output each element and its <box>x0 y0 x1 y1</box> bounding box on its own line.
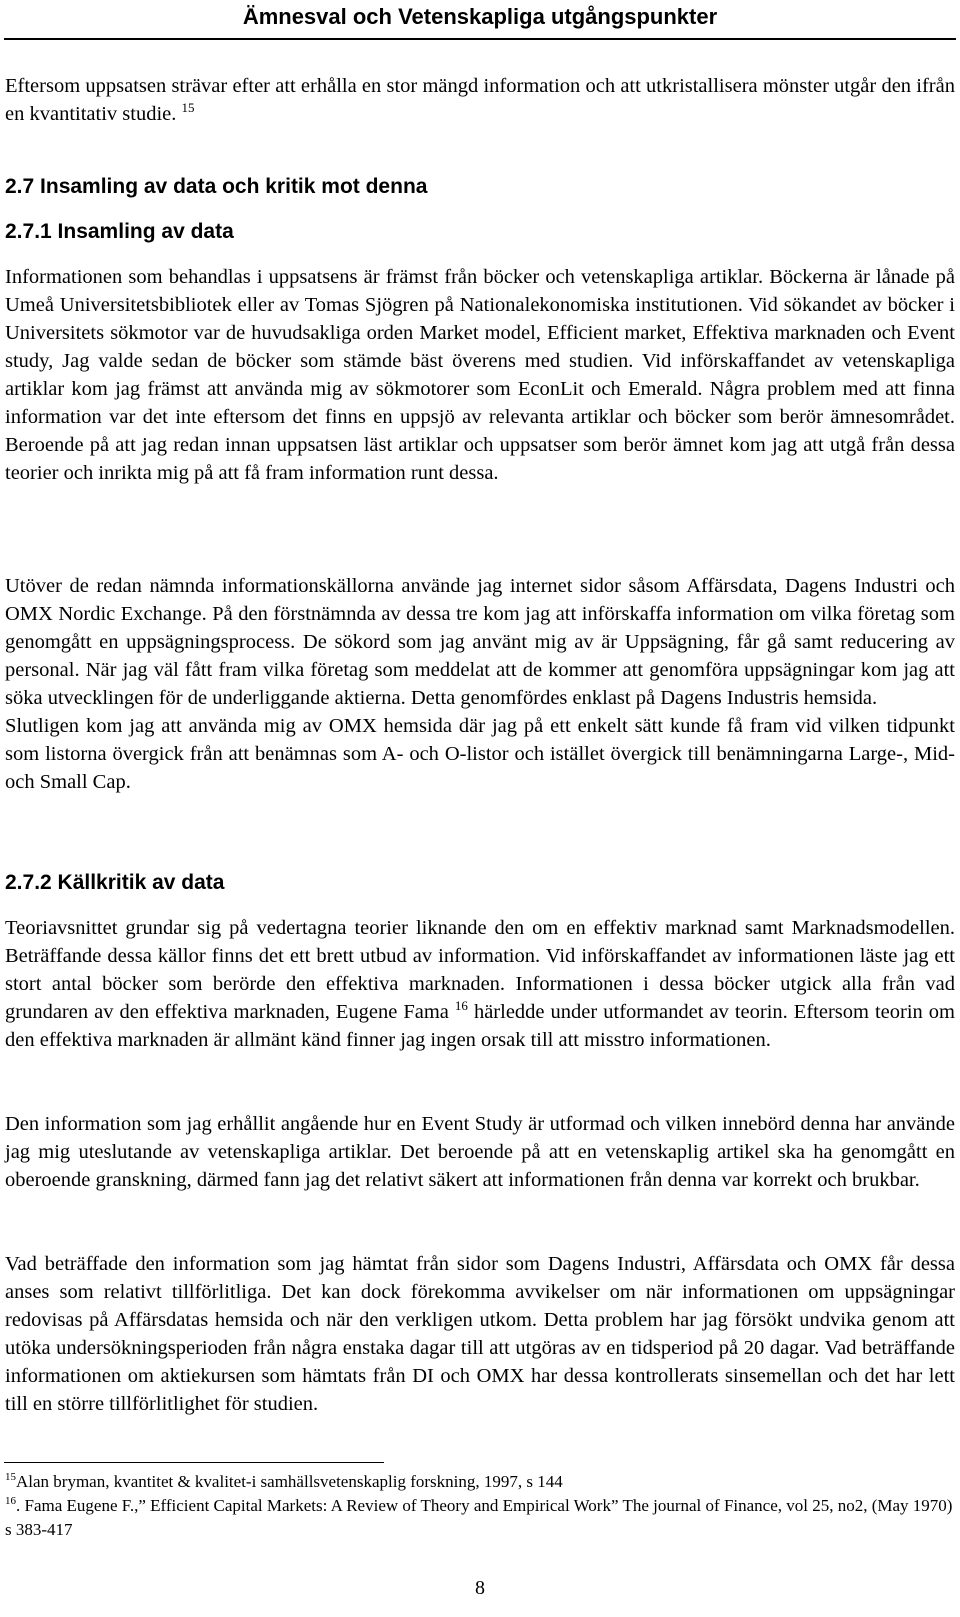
section-heading-2-7-1: 2.7.1 Insamling av data <box>5 220 234 243</box>
footnote-number: 16 <box>5 1495 16 1507</box>
paragraph-theory-sources <box>5 914 955 1054</box>
section-heading-2-7-2: 2.7.2 Källkritik av data <box>5 871 225 894</box>
section-2-7 <box>5 173 955 201</box>
footnote-rule <box>4 1462 384 1463</box>
paragraph-omx: Slutligen kom jag att använda mig av OMX hemsida där jag på ett enkelt sätt kunde få fram vid vilken tidpunkt som listorna övergick från att benämnas som A- och O-listor och istället övergick till benämningarna Large-, Mid- och Small Cap. <box>5 715 955 793</box>
footnote-16 <box>5 1494 955 1542</box>
header-rule <box>4 38 956 40</box>
paragraph-sources: Informationen som behandlas i uppsatsens är främst från böcker och vetenskapliga artiklar. Böckerna är lånade på Umeå Universitetsbibliotek eller av Tomas Sjögren på Nationalekonomiska institutionen. Vid sökandet av böcker i Universitets sökmotor var de huvudsakliga orden Market model, Efficient market, Effektiva marknaden och Event study, Jag valde sedan de böcker som stämde bäst överens med studien. Vid införskaffandet av vetenskapliga artiklar kom jag främst att använda mig av sökmotorer som EconLit och Emerald. Några problem med att finna information var det inte eftersom det finns en uppsjö av relevanta artiklar och böcker som berör ämnesområdet. Beroende på att jag redan innan uppsatsen läst artiklar och uppsatser som berör ämnet kom jag att utgå från dessa teorier och inrikta mig på att få fram information runt dessa. <box>5 266 955 484</box>
footnotes <box>5 1470 955 1542</box>
section-2-7-1 <box>5 218 955 246</box>
intro-block <box>5 72 955 128</box>
paragraph-event-study: Den information som jag erhållit angående hur en Event Study är utformad och vilken innebörd denna har använde jag mig uteslutande av vetenskapliga artiklar. Det beroende på att en vetenskaplig artikel ska ha genomgått en oberoende granskning, därmed fann jag det relativt säkert att informationen från denna var korrekt och brukbar. <box>5 1113 955 1191</box>
theory-text-after: härledde under utformandet av teorin. Eftersom teorin om den effektiva marknaden är allmänt känd finner jag ingen orsak till att misstro informationen. <box>5 1001 956 1051</box>
section-2-7-2-body-3 <box>5 1250 955 1418</box>
footnote-text: Alan bryman, kvantitet & kvalitet-i samhällsvetenskaplig forskning, 1997, s 144 <box>16 1472 563 1491</box>
footnote-text: . Fama Eugene F.,” Efficient Capital Markets: A Review of Theory and Empirical Work” The journal of Finance, vol 25, no2, (May 1970) s 383-417 <box>5 1496 953 1539</box>
section-2-7-2-body-2 <box>5 1110 955 1194</box>
section-2-7-1-body-2 <box>5 572 955 796</box>
intro-text: Eftersom uppsatsen strävar efter att erhålla en stor mängd information och att utkristallisera mönster utgår den ifrån en kvantitativ studie. <box>5 75 955 125</box>
section-heading-2-7: 2.7 Insamling av data och kritik mot denna <box>5 175 428 198</box>
footnote-ref-15: 15 <box>181 100 195 115</box>
page-number: 8 <box>475 1577 485 1599</box>
footnote-15 <box>5 1470 955 1494</box>
footnote-number: 15 <box>5 1471 16 1483</box>
intro-paragraph <box>5 72 955 128</box>
running-header: Ämnesval och Vetenskapliga utgångspunkter <box>242 4 718 29</box>
paragraph-reliability: Vad beträffade den information som jag hämtat från sidor som Dagens Industri, Affärsdata och OMX får dessa anses som relativt tillförlitliga. Det kan dock förekomma avvikelser om när informationen om uppsägningar redovisas på Affärsdatas hemsida och när den verkligen utkom. Detta problem har jag försökt undvika genom att utöka undersökningsperioden från några enstaka dagar till att utgöras av en tidsperiod på 20 dagar. Vad beträffande informationen om aktiekursen som hämtats från DI och OMX har dessa kontrollerats sinsemellan och det har lett till en större tillförlitlighet för studien. <box>5 1253 955 1415</box>
footnote-ref-16: 16 <box>454 998 468 1013</box>
section-2-7-2-body <box>5 914 955 1054</box>
paragraph-internet-sources: Utöver de redan nämnda informationskällorna använde jag internet sidor såsom Affärsdata, Dagens Industri och OMX Nordic Exchange. På den förstnämnda av dessa tre kom jag att införskaffa information om vilka företag som genomgått en uppsägningsprocess. De sökord som jag använt mig av är Uppsägning, får gå samt reducering av personal. När jag väl fått fram vilka företag som meddelat att de kommer att genomföra uppsägningar kom jag att söka utvecklingen för de underliggande aktierna. Detta genomfördes enklast på Dagens Industris hemsida. <box>5 575 955 709</box>
theory-text-before: Teoriavsnittet grundar sig på vedertagna teorier liknande den om en effektiv marknad samt Marknadsmodellen. Beträffande dessa källor finns det ett brett utbud av information. Vid införskaffandet av informationen läste jag ett stort antal böcker som berörde den effektiva marknaden. Informationen i dessa böcker utgick alla från vad grundaren av den effektiva marknaden, Eugene Fama <box>5 917 955 1023</box>
section-2-7-2 <box>5 869 955 897</box>
section-2-7-1-body <box>5 263 955 487</box>
